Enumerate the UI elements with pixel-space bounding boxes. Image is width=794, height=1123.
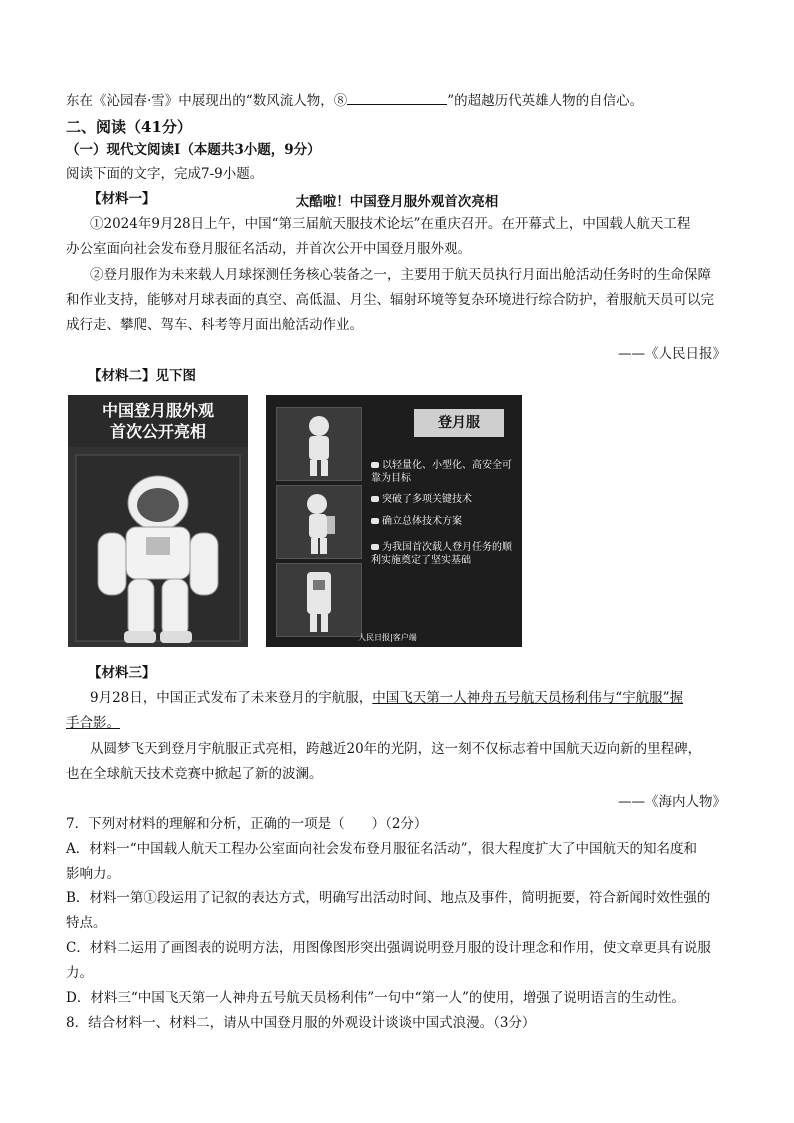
question7-option-d: D．材料三“中国飞天第一人神舟五号航天员杨利伟”一句中“第一人”的使用，增强了说明语言的生动性。 — [66, 990, 685, 1006]
question7-stem: 7．下列对材料的理解和分析，正确的一项是（ ）（2分） — [66, 816, 428, 832]
material3-paragraph2-line2: 也在全球航天技术竞赛中掀起了新的波澜。 — [66, 766, 323, 782]
question7-option-a-line1: A．材料一“中国载人航天工程办公室面向社会发布登月服征名活动”，很大程度扩大了中国航天的知名度和 — [66, 841, 698, 857]
question7-option-c-line1: C．材料二运用了画图表的说明方法，用图像图形突出强调说明登月服的设计理念和作用，使文章更具有说服 — [66, 940, 711, 956]
material1-paragraph2-line1: ②登月服作为未来载人月球探测任务核心装备之一，主要用于航天员执行月面出舱活动任务时的生命保障 — [90, 267, 711, 283]
moon-suit-features-panel — [266, 395, 522, 647]
moon-suit-badge: 登月服 — [414, 409, 504, 437]
material1-source: ——《人民日报》 — [618, 346, 726, 362]
astronaut-back-icon — [277, 564, 361, 636]
intro-line: 东在《沁园春·雪》中展现出的“数风流人物，⑧ ”的超越历代英雄人物的自信心。 — [66, 93, 644, 109]
material1-paragraph1-line1: ①2024年9月28日上午，中国“第三届航天服技术论坛”在重庆召开。在开幕式上，中国载人航天工程 — [90, 216, 691, 232]
bullet-icon — [371, 462, 379, 468]
material3-paragraph1-line1: 9月28日，中国正式发布了未来登月的宇航服，中国飞天第一人神舟五号航天员杨利伟与“宇航服”握 — [90, 690, 684, 706]
subsection-heading: （一）现代文阅读Ⅰ（本题共3小题，9分） — [66, 142, 321, 158]
bullet-icon — [371, 518, 379, 524]
moon-suit-poster — [68, 395, 248, 647]
material3-label: 【材料三】 — [88, 665, 156, 681]
section-heading: 二、阅读（41分） — [66, 118, 192, 136]
question7-option-a-line2: 影响力。 — [66, 866, 120, 882]
astronaut-illustration — [68, 395, 248, 647]
astronaut-side-icon — [277, 486, 361, 558]
question7-option-c-line2: 力。 — [66, 965, 93, 981]
app-tag: 人民日报|客户端 — [358, 633, 417, 642]
material1-paragraph2-line3: 成行走、攀爬、驾车、科考等月面出舱活动作业。 — [66, 317, 363, 333]
poster-title-line1: 中国登月服外观 — [101, 401, 214, 420]
material2-label: 【材料二】见下图 — [88, 368, 196, 384]
material1-paragraph2-line2: 和作业支持，能够对月球表面的真空、高低温、月尘、辐射环境等复杂环境进行综合防护，着服航天员可以完 — [66, 292, 714, 308]
bullet-icon — [371, 496, 379, 502]
suit-side-tile — [276, 485, 362, 559]
suit-front-tile — [276, 407, 362, 481]
material3-paragraph1-line2: 手合影。 — [66, 715, 120, 731]
question8-stem: 8．结合材料一、材料二，请从中国登月服的外观设计谈谈中国式浪漫。（3分） — [66, 1015, 536, 1031]
feature-item-2: 突破了多项关键技术 — [371, 493, 514, 506]
bullet-icon — [371, 544, 379, 550]
question7-option-b-line1: B．材料一第①段运用了记叙的表达方式，明确写出活动时间、地点及事件，简明扼要，符合新闻时效性强的 — [66, 890, 711, 906]
astronaut-front-icon — [277, 408, 361, 480]
reading-instruction: 阅读下面的文字，完成7-9小题。 — [66, 166, 264, 182]
material1-label: 【材料一】 — [88, 191, 156, 207]
feature-item-4: 为我国首次载人登月任务的顺利实施奠定了坚实基础 — [371, 542, 512, 566]
suit-back-tile — [276, 563, 362, 637]
feature-item-3: 确立总体技术方案 — [371, 515, 514, 528]
feature-item-1: 以轻量化、小型化、高安全可靠为目标 — [371, 460, 512, 484]
material3-source: ——《海内人物》 — [618, 794, 726, 810]
material1-title: 太酷啦！中国登月服外观首次亮相 — [295, 194, 499, 210]
material1-paragraph1-line2: 办公室面向社会发布登月服征名活动，并首次公开中国登月服外观。 — [66, 241, 471, 257]
material3-paragraph2-line1: 从圆梦飞天到登月宇航服正式亮相，跨越近20年的光阴，这一刻不仅标志着中国航天迈向新的里程碑， — [90, 741, 702, 757]
poster-title-line2: 首次公开亮相 — [109, 422, 206, 441]
answer-blank[interactable] — [347, 91, 447, 105]
question7-option-b-line2: 特点。 — [66, 915, 107, 931]
